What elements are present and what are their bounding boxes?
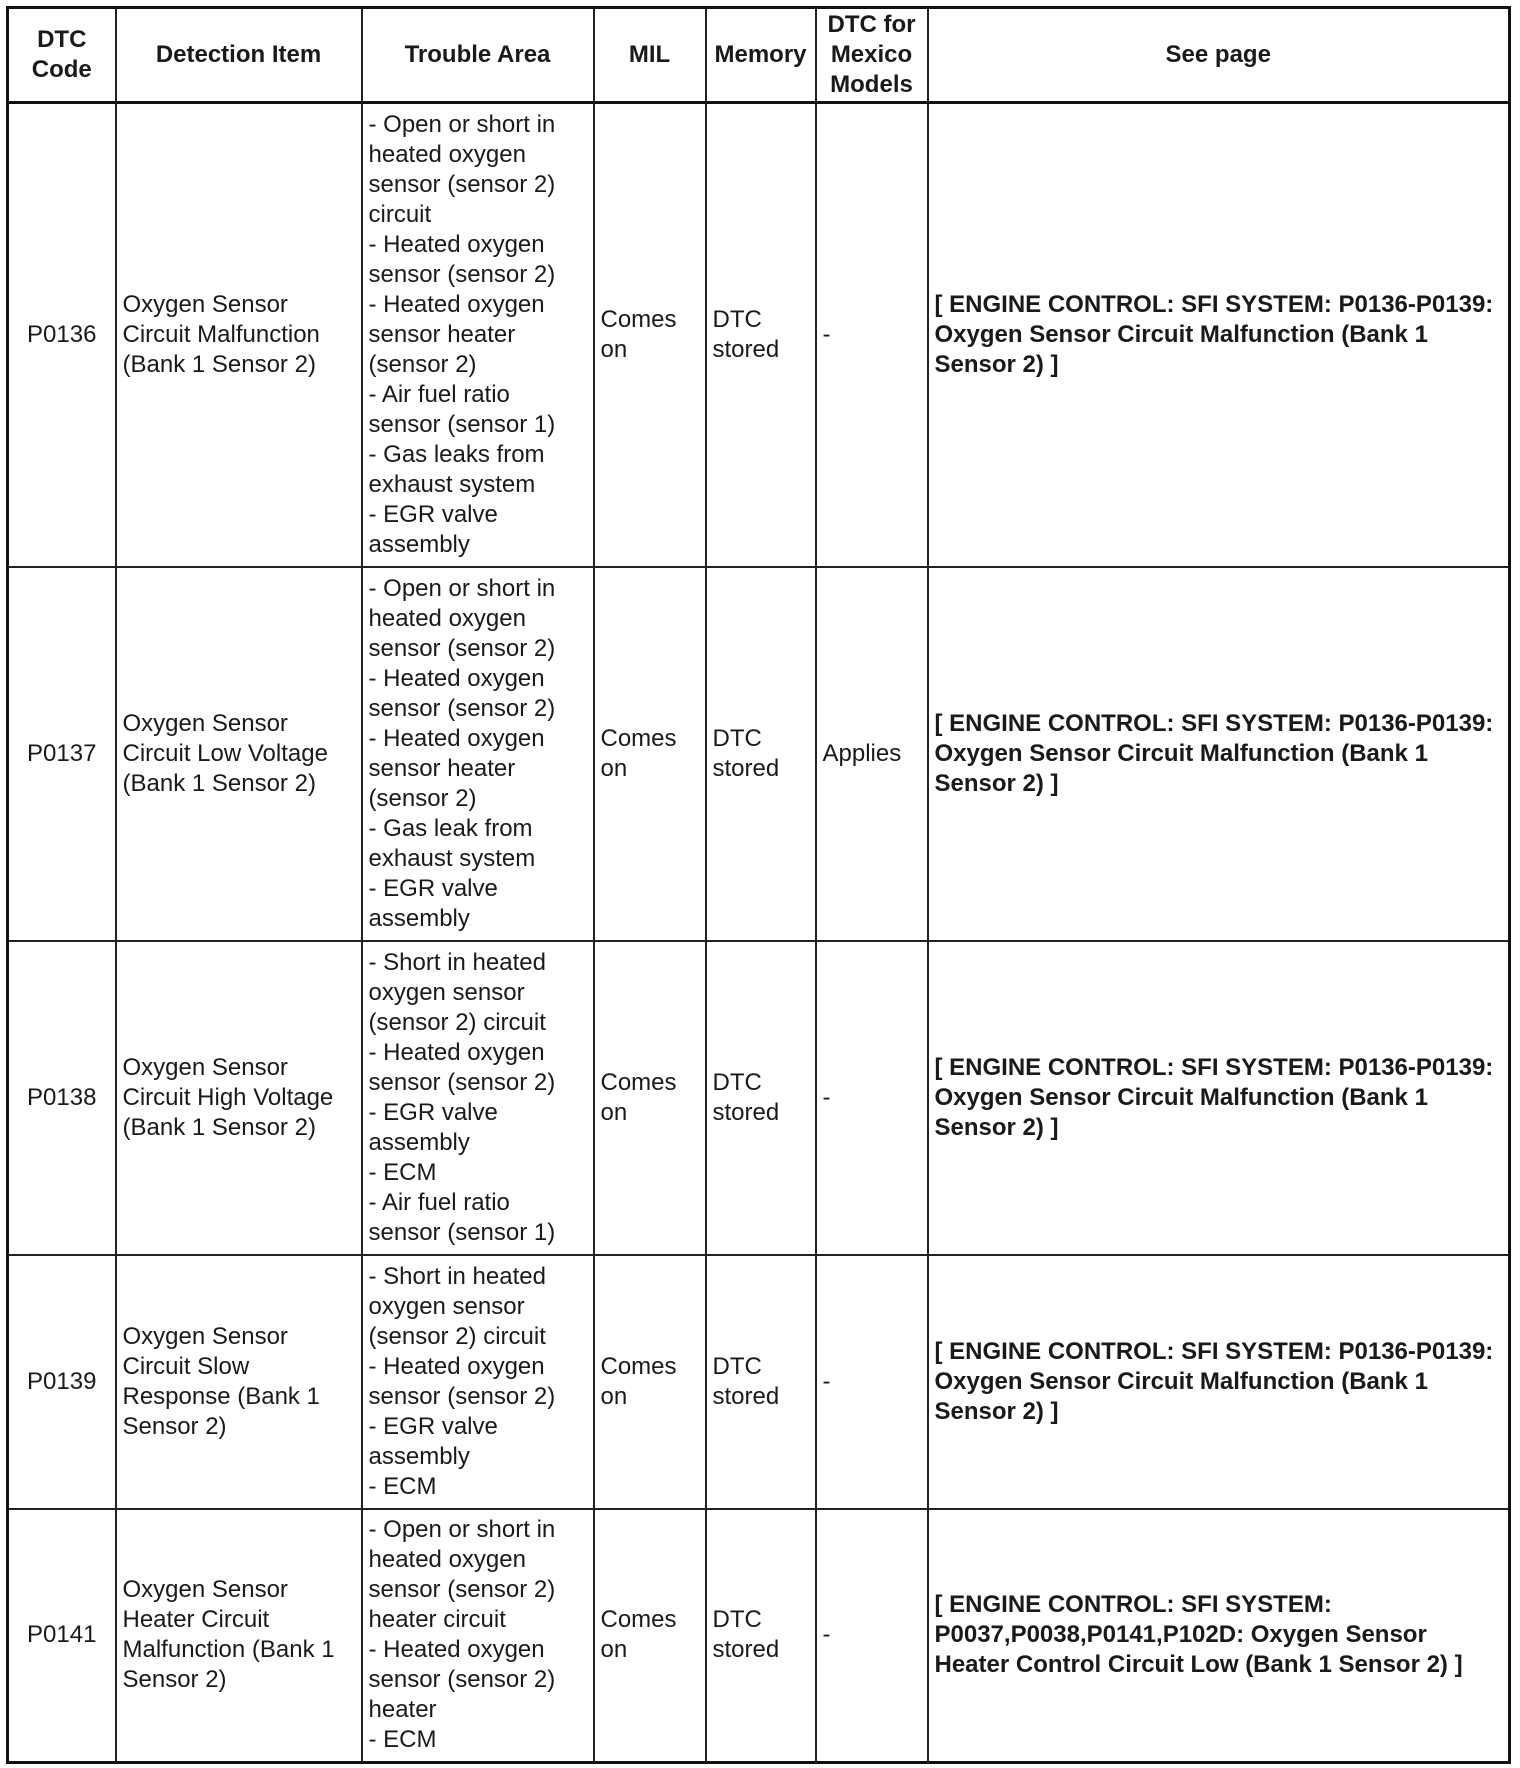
trouble-area-line: exhaust system (368, 844, 536, 872)
see-page-link[interactable]: [ ENGINE CONTROL: SFI SYSTEM: P0136-P0139: Oxygen Sensor Circuit Malfunction (Bank 1 Sensor 2) ] (928, 1255, 1510, 1509)
trouble-area-line: heated oxygen (368, 1546, 526, 1574)
trouble-area-line: - Air fuel ratio (368, 1188, 510, 1216)
trouble-area-line: heated oxygen (368, 604, 526, 632)
detection-item-cell: Oxygen Sensor Circuit High Voltage (Bank 1 Sensor 2) (116, 941, 362, 1255)
trouble-area-line: - Heated oxygen (368, 230, 545, 258)
memory-cell: DTC stored (706, 1255, 816, 1509)
trouble-area-line: sensor (sensor 2) (368, 1576, 556, 1604)
detection-item-cell: Oxygen Sensor Circuit Low Voltage (Bank 1 Sensor 2) (116, 567, 362, 941)
dtc-code-cell: P0137 (8, 567, 116, 941)
table-row (8, 103, 1510, 567)
header-row (8, 8, 1510, 103)
trouble-area-line: heater (368, 1696, 437, 1724)
detection-item-cell: Oxygen Sensor Heater Circuit Malfunction (Bank 1 Sensor 2) (116, 1509, 362, 1763)
memory-cell: DTC stored (706, 567, 816, 941)
trouble-area-line: sensor (sensor 1) (368, 410, 556, 438)
trouble-area-line: sensor (sensor 1) (368, 1218, 556, 1246)
trouble-area-line: - EGR valve (368, 500, 498, 528)
mil-cell: Comes on (594, 941, 706, 1255)
trouble-area-line: exhaust system (368, 470, 536, 498)
mexico-cell: - (816, 941, 928, 1255)
trouble-area-line: - ECM (368, 1726, 437, 1754)
trouble-area-line: - Open or short in (368, 574, 556, 602)
see-page-link[interactable]: [ ENGINE CONTROL: SFI SYSTEM: P0136-P0139: Oxygen Sensor Circuit Malfunction (Bank 1 Sensor 2) ] (928, 567, 1510, 941)
trouble-area-line: heater circuit (368, 1606, 506, 1634)
mil-cell: Comes on (594, 103, 706, 567)
mexico-cell: - (816, 1509, 928, 1763)
trouble-area-line: assembly (368, 904, 470, 932)
header-mil: MIL (594, 8, 706, 103)
trouble-area-line: sensor (sensor 2) (368, 170, 556, 198)
trouble-area-line: - ECM (368, 1158, 437, 1186)
trouble-area-line: oxygen sensor (368, 978, 525, 1006)
table-row (8, 567, 1510, 941)
dtc-code-cell: P0141 (8, 1509, 116, 1763)
trouble-area-line: - Gas leak from (368, 814, 533, 842)
trouble-area-cell (362, 103, 594, 567)
trouble-area-line: - Heated oxygen (368, 1352, 545, 1380)
trouble-area-line: circuit (368, 200, 432, 228)
mil-cell: Comes on (594, 1509, 706, 1763)
table-row (8, 941, 1510, 1255)
trouble-area-line: (sensor 2) circuit (368, 1322, 546, 1350)
trouble-area-line: sensor (sensor 2) (368, 1068, 556, 1096)
trouble-area-line: - ECM (368, 1472, 437, 1500)
dtc-code-cell: P0138 (8, 941, 116, 1255)
header-see-page: See page (928, 8, 1510, 103)
memory-cell: DTC stored (706, 103, 816, 567)
memory-cell: DTC stored (706, 941, 816, 1255)
see-page-link[interactable]: [ ENGINE CONTROL: SFI SYSTEM: P0136-P0139: Oxygen Sensor Circuit Malfunction (Bank 1 Sensor 2) ] (928, 941, 1510, 1255)
trouble-area-line: (sensor 2) (368, 784, 477, 812)
trouble-area-line: sensor (sensor 2) (368, 634, 556, 662)
mexico-cell: Applies (816, 567, 928, 941)
mexico-cell: - (816, 103, 928, 567)
trouble-area-cell (362, 1255, 594, 1509)
header-dtc-mexico: DTC for Mexico Models (816, 8, 928, 103)
trouble-area-line: (sensor 2) (368, 350, 477, 378)
trouble-area-line: sensor (sensor 2) (368, 694, 556, 722)
trouble-area-line: - Heated oxygen (368, 664, 545, 692)
trouble-area-line: - Short in heated (368, 1262, 546, 1290)
memory-cell: DTC stored (706, 1509, 816, 1763)
trouble-area-line: - Short in heated (368, 948, 546, 976)
trouble-area-line: sensor (sensor 2) (368, 1666, 556, 1694)
trouble-area-cell (362, 1509, 594, 1763)
trouble-area-line: - Open or short in (368, 110, 556, 138)
mexico-cell: - (816, 1255, 928, 1509)
header-dtc-code: DTC Code (8, 8, 116, 103)
dtc-code-cell: P0139 (8, 1255, 116, 1509)
trouble-area-line: sensor heater (368, 320, 516, 348)
trouble-area-line: - EGR valve (368, 1412, 498, 1440)
trouble-area-cell (362, 941, 594, 1255)
trouble-area-line: - Heated oxygen (368, 1636, 545, 1664)
dtc-code-cell: P0136 (8, 103, 116, 567)
header-memory: Memory (706, 8, 816, 103)
trouble-area-cell (362, 567, 594, 941)
trouble-area-line: - Gas leaks from (368, 440, 545, 468)
see-page-link[interactable]: [ ENGINE CONTROL: SFI SYSTEM: P0136-P0139: Oxygen Sensor Circuit Malfunction (Bank 1 Sensor 2) ] (928, 103, 1510, 567)
trouble-area-line: - EGR valve (368, 1098, 498, 1126)
trouble-area-line: - EGR valve (368, 874, 498, 902)
table-row (8, 1509, 1510, 1763)
table-row (8, 1255, 1510, 1509)
trouble-area-line: - Heated oxygen (368, 724, 545, 752)
trouble-area-line: (sensor 2) circuit (368, 1008, 546, 1036)
trouble-area-line: sensor heater (368, 754, 516, 782)
trouble-area-line: oxygen sensor (368, 1292, 525, 1320)
dtc-table (6, 6, 1511, 1764)
trouble-area-line: assembly (368, 1128, 470, 1156)
header-detection-item: Detection Item (116, 8, 362, 103)
mil-cell: Comes on (594, 1255, 706, 1509)
trouble-area-line: assembly (368, 1442, 470, 1470)
trouble-area-line: - Heated oxygen (368, 1038, 545, 1066)
trouble-area-line: assembly (368, 530, 470, 558)
detection-item-cell: Oxygen Sensor Circuit Slow Response (Bank 1 Sensor 2) (116, 1255, 362, 1509)
mil-cell: Comes on (594, 567, 706, 941)
detection-item-cell: Oxygen Sensor Circuit Malfunction (Bank 1 Sensor 2) (116, 103, 362, 567)
trouble-area-line: - Open or short in (368, 1516, 556, 1544)
trouble-area-line: sensor (sensor 2) (368, 1382, 556, 1410)
header-trouble-area: Trouble Area (362, 8, 594, 103)
trouble-area-line: - Air fuel ratio (368, 380, 510, 408)
trouble-area-line: heated oxygen (368, 140, 526, 168)
trouble-area-line: - Heated oxygen (368, 290, 545, 318)
trouble-area-line: sensor (sensor 2) (368, 260, 556, 288)
see-page-link[interactable]: [ ENGINE CONTROL: SFI SYSTEM: P0037,P0038,P0141,P102D: Oxygen Sensor Heater Control Circuit Low (Bank 1 Sensor 2) ] (928, 1509, 1510, 1763)
